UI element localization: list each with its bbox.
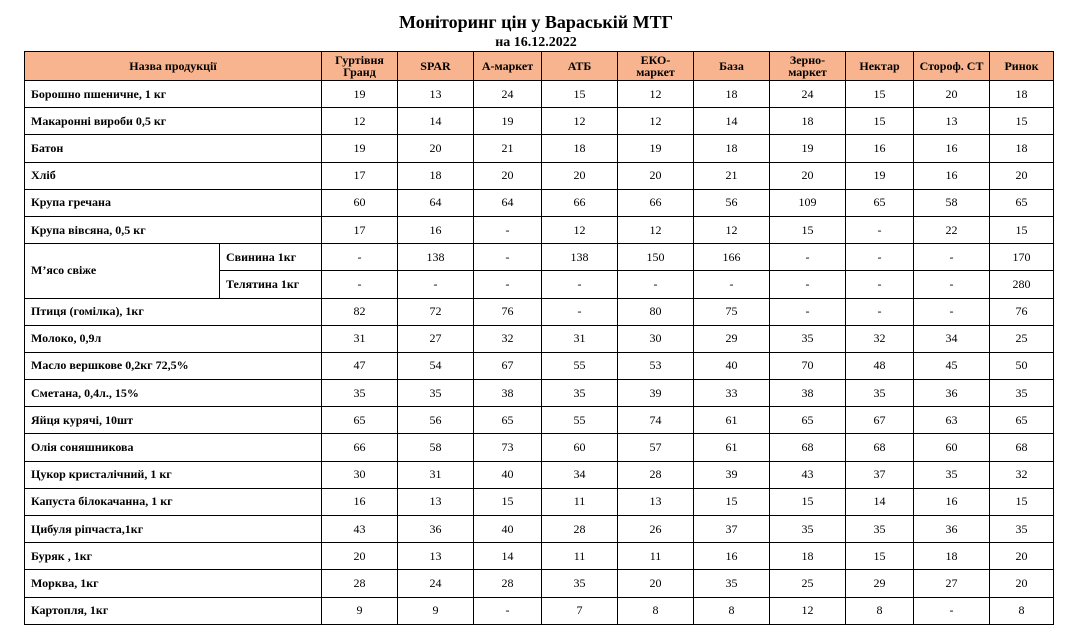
price-cell: 36 [914,516,990,543]
product-name: Картопля, 1кг [25,597,322,624]
price-cell: 18 [770,108,846,135]
price-cell: 20 [990,162,1054,189]
product-name: Цукор кристалічний, 1 кг [25,461,322,488]
table-row [25,434,1054,461]
price-cell: 20 [990,570,1054,597]
price-cell: 40 [474,461,542,488]
price-cell: 20 [398,135,474,162]
price-cell: 21 [694,162,770,189]
price-cell: 35 [542,380,618,407]
price-cell: 14 [398,108,474,135]
price-cell: 75 [694,298,770,325]
price-cell: 8 [618,597,694,624]
price-cell: 12 [542,216,618,243]
price-cell: - [846,271,914,298]
price-cell: - [914,298,990,325]
price-cell: 35 [694,570,770,597]
price-cell: 14 [694,108,770,135]
price-cell: 60 [542,434,618,461]
price-cell: 16 [914,135,990,162]
product-name: Буряк , 1кг [25,543,322,570]
price-cell: 68 [846,434,914,461]
price-cell: 22 [914,216,990,243]
price-cell: 19 [846,162,914,189]
price-cell: 56 [694,189,770,216]
price-cell: 18 [990,135,1054,162]
price-cell: - [770,271,846,298]
product-name: Капуста білокачанна, 1 кг [25,488,322,515]
price-cell: 72 [398,298,474,325]
price-cell: 20 [914,81,990,108]
product-name: Морква, 1кг [25,570,322,597]
price-cell: 48 [846,352,914,379]
price-cell: 76 [990,298,1054,325]
price-cell: 55 [542,407,618,434]
price-cell: 15 [770,488,846,515]
price-cell: 61 [694,407,770,434]
price-cell: 65 [322,407,398,434]
price-cell: 27 [914,570,990,597]
price-cell: 64 [398,189,474,216]
header-row [25,52,1054,81]
price-cell: 40 [694,352,770,379]
product-name: Масло вершкове 0,2кг 72,5% [25,352,322,379]
price-cell: 36 [398,516,474,543]
price-cell: 34 [914,325,990,352]
price-cell: 15 [770,216,846,243]
price-cell: - [846,244,914,271]
table-row [25,461,1054,488]
table-row [25,352,1054,379]
price-cell: 12 [770,597,846,624]
price-cell: 82 [322,298,398,325]
price-cell: 35 [770,516,846,543]
price-cell: 150 [618,244,694,271]
price-cell: 74 [618,407,694,434]
price-cell: 15 [846,543,914,570]
price-cell: 35 [542,570,618,597]
product-name: Крупа вівсяна, 0,5 кг [25,216,322,243]
price-cell: 35 [846,516,914,543]
price-cell: - [474,216,542,243]
price-cell: 61 [694,434,770,461]
price-cell: - [694,271,770,298]
price-cell: 15 [694,488,770,515]
table-row [25,543,1054,570]
price-cell: 35 [770,325,846,352]
price-cell: 40 [474,516,542,543]
product-name: Хліб [25,162,322,189]
price-cell: 65 [990,407,1054,434]
price-cell: 8 [694,597,770,624]
price-cell: - [542,298,618,325]
header-cell: АТБ [542,52,618,81]
price-cell: 65 [474,407,542,434]
header-cell: Гуртівня Гранд [322,52,398,81]
price-cell: 15 [990,216,1054,243]
price-cell: - [474,244,542,271]
price-cell: 19 [618,135,694,162]
price-cell: 15 [474,488,542,515]
price-cell: 30 [618,325,694,352]
price-cell: 24 [474,81,542,108]
product-subname: Телятина 1кг [220,271,322,298]
table-row [25,380,1054,407]
price-cell: 20 [618,570,694,597]
table-row [25,488,1054,515]
price-cell: 26 [618,516,694,543]
price-cell: 31 [542,325,618,352]
price-cell: - [398,271,474,298]
table-row [25,516,1054,543]
price-cell: 56 [398,407,474,434]
price-cell: 13 [398,81,474,108]
price-cell: 58 [398,434,474,461]
page-title: Моніторинг цін у Вараській МТГ [398,12,674,32]
price-cell: 12 [618,216,694,243]
table-row [25,407,1054,434]
price-cell: 20 [770,162,846,189]
price-cell: 20 [542,162,618,189]
price-cell: 138 [542,244,618,271]
header-cell: Назва продукції [25,52,322,81]
product-name: Птиця (гомілка), 1кг [25,298,322,325]
price-cell: 32 [990,461,1054,488]
header-cell: Ринок [990,52,1054,81]
price-cell: 15 [990,108,1054,135]
price-cell: 54 [398,352,474,379]
price-cell: 38 [770,380,846,407]
price-cell: 32 [846,325,914,352]
price-cell: 31 [322,325,398,352]
table-row [25,135,1054,162]
product-subname: Свинина 1кг [220,244,322,271]
price-cell: 37 [846,461,914,488]
price-cell: 138 [398,244,474,271]
price-cell: 30 [322,461,398,488]
price-cell: 18 [914,543,990,570]
price-cell: 28 [618,461,694,488]
table-row [25,597,1054,624]
price-cell: 13 [398,543,474,570]
price-cell: 16 [694,543,770,570]
price-cell: 15 [990,488,1054,515]
price-cell: 8 [846,597,914,624]
price-cell: 34 [542,461,618,488]
price-cell: 28 [322,570,398,597]
header-cell: SPAR [398,52,474,81]
price-cell: 14 [474,543,542,570]
price-cell: 15 [542,81,618,108]
price-cell: 58 [914,189,990,216]
table-row [25,216,1054,243]
price-cell: 35 [990,516,1054,543]
price-cell: 15 [846,81,914,108]
price-cell: 76 [474,298,542,325]
price-cell: 28 [542,516,618,543]
price-cell: 13 [618,488,694,515]
price-cell: 16 [322,488,398,515]
price-cell: 35 [398,380,474,407]
price-cell: 12 [542,108,618,135]
price-cell: 16 [398,216,474,243]
header-cell: Нектар [846,52,914,81]
price-cell: 32 [474,325,542,352]
header-cell: ЕКО-маркет [618,52,694,81]
product-name: Макаронні вироби 0,5 кг [25,108,322,135]
table-row [25,81,1054,108]
price-cell: 20 [618,162,694,189]
price-cell: 13 [398,488,474,515]
product-name: Молоко, 0,9л [25,325,322,352]
price-cell: 60 [914,434,990,461]
price-cell: 38 [474,380,542,407]
price-cell: 19 [474,108,542,135]
price-cell: 18 [398,162,474,189]
price-cell: 65 [990,189,1054,216]
page-subtitle: на 16.12.2022 [495,35,577,50]
price-cell: 35 [846,380,914,407]
product-name: Цибуля ріпчаста,1кг [25,516,322,543]
table-row [25,570,1054,597]
price-cell: 20 [990,543,1054,570]
header-cell: Стороф. СТ [914,52,990,81]
price-cell: 67 [846,407,914,434]
price-cell: - [322,271,398,298]
product-name: Батон [25,135,322,162]
price-table [24,51,1054,625]
price-cell: - [474,271,542,298]
price-cell: 109 [770,189,846,216]
price-cell: 35 [322,380,398,407]
price-cell: - [846,216,914,243]
price-cell: 20 [322,543,398,570]
price-cell: 36 [914,380,990,407]
table-row [25,162,1054,189]
price-cell: 24 [770,81,846,108]
price-cell: 17 [322,162,398,189]
price-cell: 47 [322,352,398,379]
price-cell: 11 [542,543,618,570]
price-cell: 19 [322,135,398,162]
price-cell: 18 [542,135,618,162]
price-cell: 28 [474,570,542,597]
price-cell: 170 [990,244,1054,271]
price-cell: 65 [846,189,914,216]
header-cell: Зерно-маркет [770,52,846,81]
price-cell: 18 [990,81,1054,108]
table-row [25,244,1054,271]
price-cell: 12 [322,108,398,135]
price-cell: 29 [694,325,770,352]
price-cell: 18 [770,543,846,570]
price-cell: 66 [542,189,618,216]
price-cell: - [914,597,990,624]
price-cell: 17 [322,216,398,243]
price-cell: 73 [474,434,542,461]
price-cell: 60 [322,189,398,216]
price-cell: 12 [618,81,694,108]
price-cell: 21 [474,135,542,162]
product-name: Сметана, 0,4л., 15% [25,380,322,407]
price-cell: 166 [694,244,770,271]
price-cell: 29 [846,570,914,597]
price-cell: 57 [618,434,694,461]
price-cell: 43 [770,461,846,488]
price-cell: 13 [914,108,990,135]
price-cell: 16 [846,135,914,162]
price-cell: 9 [322,597,398,624]
price-cell: - [770,298,846,325]
price-cell: 7 [542,597,618,624]
price-cell: 39 [694,461,770,488]
price-cell: - [474,597,542,624]
price-cell: 55 [542,352,618,379]
header-cell: А-маркет [474,52,542,81]
price-cell: 53 [618,352,694,379]
price-cell: 50 [990,352,1054,379]
price-cell: 24 [398,570,474,597]
price-cell: 80 [618,298,694,325]
product-name: Борошно пшеничне, 1 кг [25,81,322,108]
price-cell: 280 [990,271,1054,298]
price-cell: - [914,271,990,298]
price-cell: 27 [398,325,474,352]
price-cell: 67 [474,352,542,379]
price-cell: 70 [770,352,846,379]
price-cell: - [914,244,990,271]
table-row [25,108,1054,135]
price-cell: 63 [914,407,990,434]
product-name: Олія соняшникова [25,434,322,461]
price-cell: - [618,271,694,298]
price-cell: 9 [398,597,474,624]
price-cell: 31 [398,461,474,488]
product-name: М’ясо свіже [25,244,220,298]
price-cell: 25 [990,325,1054,352]
price-cell: 39 [618,380,694,407]
product-name: Крупа гречана [25,189,322,216]
price-cell: 15 [846,108,914,135]
price-cell: 12 [694,216,770,243]
price-cell: 8 [990,597,1054,624]
table-row [25,189,1054,216]
price-cell: 65 [770,407,846,434]
price-cell: 68 [770,434,846,461]
price-cell: 66 [618,189,694,216]
price-cell: 20 [474,162,542,189]
table-row [25,298,1054,325]
header-cell: База [694,52,770,81]
price-cell: 64 [474,189,542,216]
price-cell: 19 [322,81,398,108]
price-cell: - [542,271,618,298]
price-cell: 37 [694,516,770,543]
price-cell: - [846,298,914,325]
price-cell: 25 [770,570,846,597]
price-cell: 68 [990,434,1054,461]
price-cell: 18 [694,81,770,108]
price-cell: 33 [694,380,770,407]
price-cell: 12 [618,108,694,135]
price-cell: 35 [914,461,990,488]
price-cell: 11 [618,543,694,570]
price-cell: 14 [846,488,914,515]
price-cell: 19 [770,135,846,162]
price-cell: - [322,244,398,271]
price-cell: 66 [322,434,398,461]
table-row [25,325,1054,352]
price-cell: 43 [322,516,398,543]
price-cell: 16 [914,488,990,515]
price-cell: 18 [694,135,770,162]
price-cell: - [770,244,846,271]
product-name: Яйця курячі, 10шт [25,407,322,434]
price-cell: 16 [914,162,990,189]
price-cell: 35 [990,380,1054,407]
price-cell: 11 [542,488,618,515]
price-cell: 45 [914,352,990,379]
